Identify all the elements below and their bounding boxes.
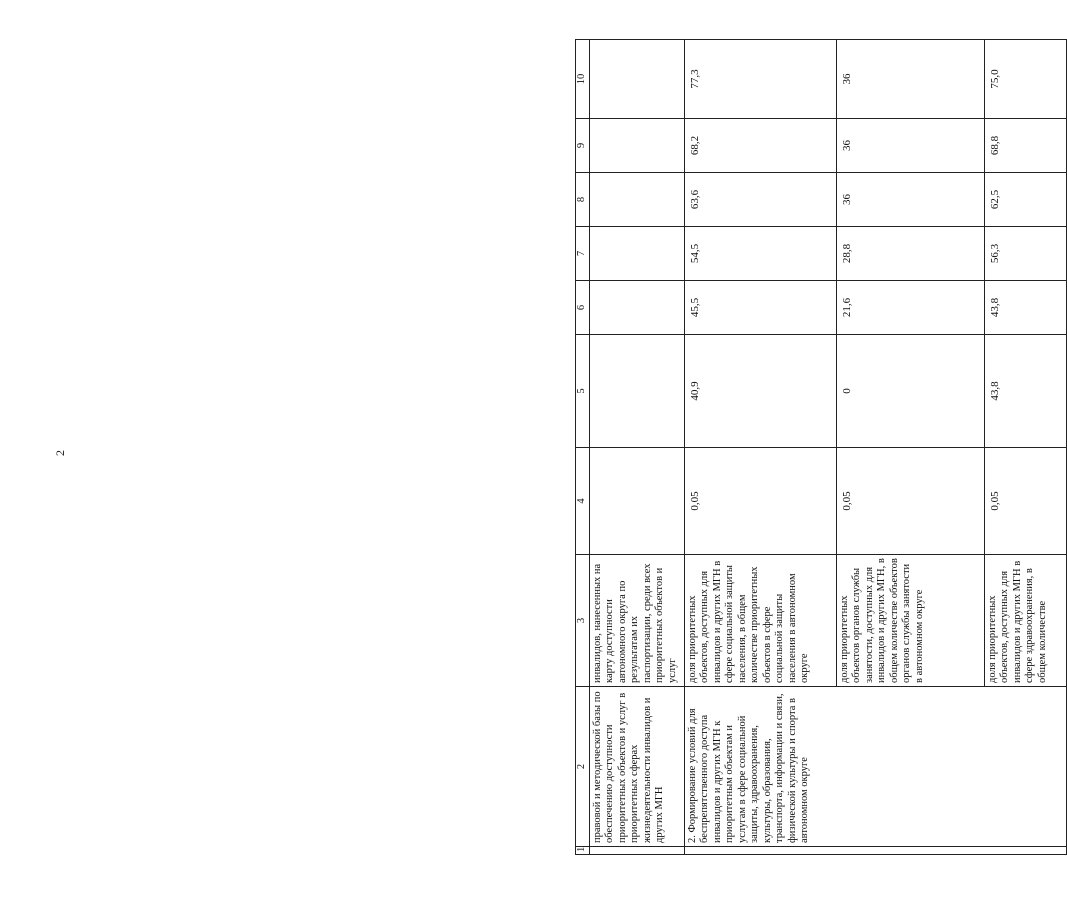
- table-cell: 28,8: [836, 227, 984, 281]
- table-cell: 0: [836, 335, 984, 448]
- table-cell: правовой и методической базы по обеспечению доступности приоритетных объектов и услуг в приоритетных сферах жизнедеятельности инвалидов и других МГН: [589, 687, 684, 847]
- table-cell: [589, 173, 684, 227]
- table-cell: [589, 335, 684, 448]
- header-cell: 10: [576, 40, 590, 119]
- table-cell: 68,2: [684, 119, 836, 173]
- table-cell: 45,5: [684, 281, 836, 335]
- header-row: [576, 40, 590, 855]
- header-cell: 3: [576, 555, 590, 687]
- table-cell: инвалидов, нанесенных на карту доступности автономного округа по результатам их паспортизации, среди всех приоритетных объектов и услуг: [589, 555, 684, 687]
- table-cell: [589, 847, 684, 855]
- table-cell: 36: [836, 173, 984, 227]
- rotated-page: [575, 40, 1065, 855]
- table-cell: 0,05: [836, 448, 984, 555]
- table-cell: 21,6: [836, 281, 984, 335]
- table-cell: [589, 40, 684, 119]
- header-cell: 5: [576, 335, 590, 448]
- table-cell: [589, 281, 684, 335]
- table-cell: 43,8: [984, 281, 1066, 335]
- table-cell: 2. Формирование условий для беспрепятственного доступа инвалидов и других МГН к приоритетным объектам и услугам в сфере социальной защиты, здравоохранения, культуры, образования, транспорта, информации и связи, физической культуры и спорта в автономном округе: [684, 687, 1066, 847]
- table-cell: 63,6: [684, 173, 836, 227]
- table-row: [684, 40, 836, 855]
- table-cell: [589, 227, 684, 281]
- table-cell: [684, 847, 1066, 855]
- header-cell: 9: [576, 119, 590, 173]
- table-cell: [589, 119, 684, 173]
- page-number: 2: [53, 450, 67, 456]
- table-cell: 77,3: [684, 40, 836, 119]
- table-cell: 43,8: [984, 335, 1066, 448]
- table-cell: 36: [836, 119, 984, 173]
- table-cell: доля приоритетных объектов, доступных для инвалидов и других МГН в сфере здравоохранения, в общем количестве: [984, 555, 1066, 687]
- header-cell: 8: [576, 173, 590, 227]
- table-cell: 0,05: [684, 448, 836, 555]
- table-cell: 40,9: [684, 335, 836, 448]
- header-cell: 2: [576, 687, 590, 847]
- header-cell: 4: [576, 448, 590, 555]
- table-cell: [589, 448, 684, 555]
- indicator-table: [575, 39, 1067, 855]
- table-cell: 62,5: [984, 173, 1066, 227]
- table-cell: 36: [836, 40, 984, 119]
- table-cell: 54,5: [684, 227, 836, 281]
- table-row: [589, 40, 684, 855]
- table-cell: 56,3: [984, 227, 1066, 281]
- header-cell: 6: [576, 281, 590, 335]
- table-cell: 68,8: [984, 119, 1066, 173]
- header-cell: 1: [576, 847, 590, 855]
- table-cell: доля приоритетных объектов органов службы занятости, доступных для инвалидов и других МГН, в общем количестве объектов органов службы занятости в автономном округе: [836, 555, 984, 687]
- table-cell: доля приоритетных объектов, доступных для инвалидов и других МГН в сфере социальной защиты населения, в общем количестве приоритетных объектов в сфере социальной защиты населения в автономном округе: [684, 555, 836, 687]
- table-cell: 0,05: [984, 448, 1066, 555]
- table-cell: 75,0: [984, 40, 1066, 119]
- header-cell: 7: [576, 227, 590, 281]
